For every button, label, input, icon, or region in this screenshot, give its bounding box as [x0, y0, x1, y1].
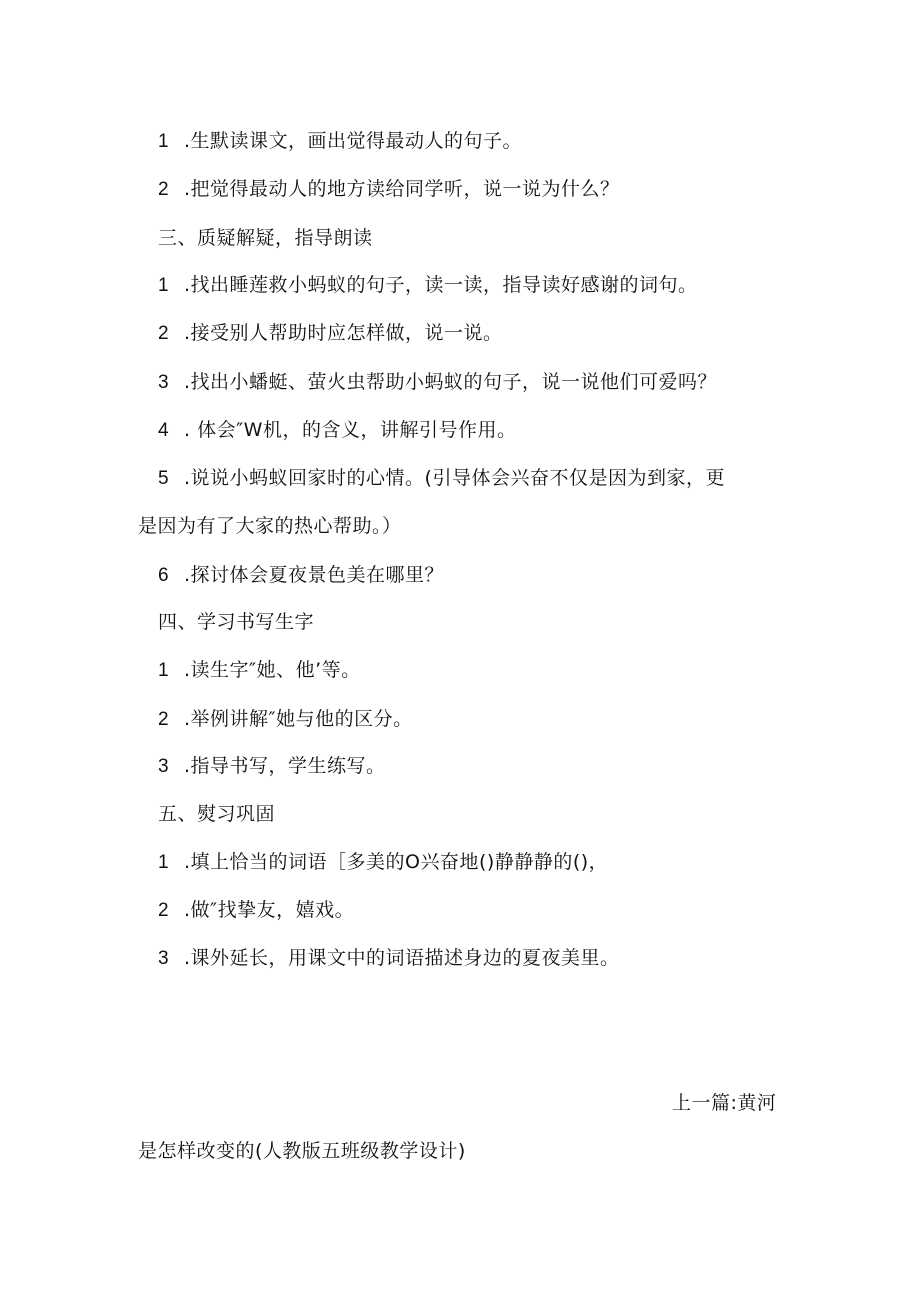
item-number: 6 [158, 565, 170, 586]
item-number: 1 [158, 852, 170, 873]
list-item [158, 706, 413, 733]
item-number: 2 [158, 323, 170, 344]
item-text: .读生字″她、他’等。 [184, 659, 361, 681]
previous-article-link[interactable]: 上一篇:黄河 [672, 1092, 777, 1114]
item-number: 1 [158, 660, 170, 681]
item-number: 1 [158, 131, 170, 152]
item-text: .找出小蟠蜓、萤火虫帮助小蚂蚁的句子，说一说他们可爱吗？ [184, 371, 718, 393]
item-text: .探讨体会夏夜景色美在哪里？ [184, 564, 445, 586]
item-text: .找出睡莲救小蚂蚁的句子，读一读，指导读好感谢的词句。 [184, 274, 698, 296]
list-item [158, 128, 522, 155]
section-heading: 四、学习书写生字 [158, 611, 315, 633]
section-heading: 三、质疑解疑，指导朗读 [158, 227, 373, 249]
list-item [158, 369, 717, 396]
item-text: .把觉得最动人的地方读给同学听，说一说为什么？ [184, 178, 620, 200]
item-text: .说说小蚂蚁回家时的心情。(引导体会兴奋不仅是因为到家，更 [184, 467, 725, 489]
list-item [158, 945, 620, 972]
list-item [158, 753, 386, 780]
list-item [158, 657, 361, 684]
item-text: .举例讲解″她与他的区分。 [184, 708, 413, 730]
list-item-continuation: 是因为有了大家的热心帮助。） [138, 515, 402, 537]
item-text: .做″找挚友，嬉戏。 [184, 899, 355, 921]
item-number: 3 [158, 756, 170, 777]
item-text: .填上恰当的词语［多美的O兴奋地()静静静的()， [184, 851, 609, 873]
list-item [158, 176, 620, 203]
list-item [158, 272, 698, 299]
item-number: 3 [158, 948, 170, 969]
item-number: 2 [158, 709, 170, 730]
section-heading: 五、熨习巩固 [158, 803, 276, 825]
list-item [158, 897, 354, 924]
item-number: 4 [158, 420, 170, 441]
previous-article-title[interactable]: 是怎样改变的(人教版五班级教学设计) [138, 1140, 466, 1162]
item-text: .生默读课文，画出觉得最动人的句子。 [184, 130, 523, 152]
list-item [158, 417, 516, 444]
item-number: 1 [158, 275, 170, 296]
item-text: .课外延长，用课文中的词语描述身边的夏夜美里。 [184, 947, 620, 969]
item-number: 2 [158, 179, 170, 200]
list-item [158, 465, 725, 492]
item-number: 3 [158, 372, 170, 393]
list-item [158, 562, 444, 589]
item-text: .接受别人帮助时应怎样做，说一说。 [184, 322, 503, 344]
list-item [158, 320, 503, 347]
item-number: 2 [158, 900, 170, 921]
list-item [158, 849, 608, 876]
item-text: . 体会″W机，的含义，讲解引号作用。 [184, 419, 517, 441]
item-text: .指导书写，学生练写。 [184, 755, 386, 777]
item-number: 5 [158, 468, 170, 489]
